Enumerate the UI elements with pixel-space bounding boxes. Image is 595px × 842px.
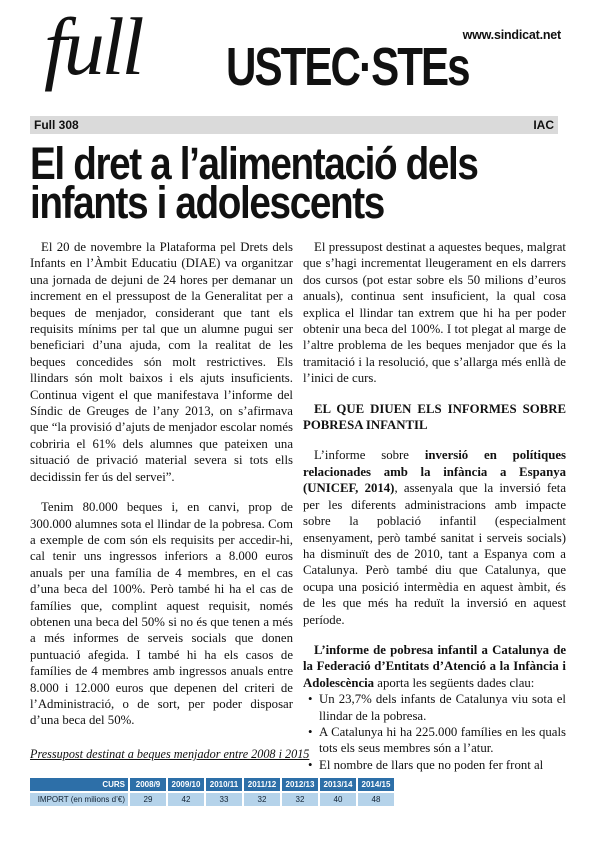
budget-table — [30, 778, 439, 808]
header-cell: 2013/14 — [320, 778, 356, 791]
list-item: • El nombre de llars que no poden fer front al — [319, 757, 566, 773]
header-cell: 2011/12 — [244, 778, 280, 791]
section-heading: EL QUE DIUEN ELS INFORMES SOBRE POBRESA INFANTIL — [303, 401, 566, 433]
value-cell: 40 — [320, 793, 356, 806]
header-cell: 2014/15 — [358, 778, 394, 791]
article-column-left — [30, 239, 293, 729]
paragraph-unicef — [303, 447, 566, 627]
website-url[interactable]: www.sindicat.net — [462, 28, 561, 42]
value-cell: 48 — [358, 793, 394, 806]
value-cell: 33 — [206, 793, 242, 806]
value-cell: 32 — [244, 793, 280, 806]
list-item: • Un 23,7% dels infants de Catalunya viu sota el llindar de la pobresa. — [319, 691, 566, 724]
logo-ustec-stes: USTEC·STEs — [226, 37, 469, 97]
key-data-list — [303, 691, 566, 773]
paragraph-pressupost: El pressupost destinat a aquestes beques, malgrat que s’hagi incrementat lleugerament en els darrers dos cursos (pot estar sobre els 50 milions d’euros anuals), continua sent insuficient, la qual cosa explica el llindar tan extrem que hi ha per poder obtenir una beca del 100%. I tot plegat al marge de l’altre problema de les beques menjador que és la tramitació i la resolució, que s’allarga més enllà de l’inici de curs. — [303, 240, 566, 386]
paragraph-diae: El 20 de novembre la Plataforma pel Drets dels Infants en l’Àmbit Educatiu (DIAE) va organitzar una jornada de dejuni de 24 hores per demanar un increment en el pressupost de la Generalitat per a beques de menjador, considerant que tant els requisits mínims per tal que un alumne pugui ser beneficiari d’una ajuda, com la realitat de les beques concedides són molt restrictives. Els llindars són molt baixos i els ajuts insuficients. Continua vigent el que manifestava l’informe del Síndic de Greuges de l’any 2013, on s’afirmava que “la provisió d’ajuts de menjador escolar només cobriria el 61% dels alumnes que pateixen una situació de privació material severa si tots ells decidissin fer ús del servei”. — [30, 240, 293, 484]
header-cell: 2010/11 — [206, 778, 242, 791]
unicef-lead: L’informe sobre — [314, 448, 425, 463]
logo-full: full — [44, 1, 142, 92]
fedaia-report-title: L’informe de pobresa infantil a Catalunya de la Federació d’Entitats d’Atenció a la Infància i Adolescència — [303, 642, 566, 690]
unicef-report-title: inversió en polítiques relacionades amb la infància a Espanya (UNICEF, 2014) — [303, 448, 566, 496]
section-label: IAC — [533, 118, 554, 132]
header-cell: 2012/13 — [282, 778, 318, 791]
unicef-body: , assenyala que la inversió feta per les diferents administracions amb impacte sobre la població infantil (especialment ensenyament, però també sanitat i serveis socials) ha disminuït des de 2010, tant a Espanya com a Catalunya. Però també diu que Catalunya, que ocupa una posició intermèdia en aquest àmbit, és de les que més ha reduït la inversió en aquest període. — [303, 481, 567, 627]
issue-bar — [30, 116, 558, 134]
value-cell: 32 — [282, 793, 318, 806]
paragraph-fedaia — [303, 642, 566, 691]
header-cell: 2008/9 — [130, 778, 166, 791]
fedaia-body: aporta les següents dades clau: — [374, 675, 535, 690]
table-header-row — [30, 778, 439, 791]
header-cell-curs: CURS — [30, 778, 128, 791]
list-item: • A Catalunya hi ha 225.000 famílies en les quals tots els seus membres són a l’atur. — [319, 724, 566, 757]
article-headline: El dret a l’alimentació dels infants i adolescents — [30, 138, 478, 228]
table-row — [30, 793, 439, 806]
header-cell: 2009/10 — [168, 778, 204, 791]
row-label-import: IMPORT (en milions d’€) — [30, 793, 128, 806]
paragraph-beques: Tenim 80.000 beques i, en canvi, prop de 300.000 alumnes sota el llindar de la pobresa. Com a exemple de com són els requisits per accedir-hi, cal tenir uns ingressos inferiors a 8.000 euros anuals per una família de 4 membres, en el cas d’una beca del 100%. Però també hi ha el cas de famílies que, complint aquest requisit, només obtenen una beca del 50% si no és que tenen a més a més informes de serveis socials que donen puntuació afegida. I també hi ha els casos de famílies de 4 membres amb ingressos anuals entre 8.000 i 12.000 euros que depenen del criteri de l’Administració, o de sort, per poder disposar d’una beca del 50%. — [30, 500, 293, 728]
issue-number: Full 308 — [34, 118, 79, 132]
value-cell: 29 — [130, 793, 166, 806]
value-cell: 42 — [168, 793, 204, 806]
table-caption: Pressupost destinat a beques menjador entre 2008 i 2015 — [30, 747, 310, 761]
article-column-right — [303, 239, 566, 773]
